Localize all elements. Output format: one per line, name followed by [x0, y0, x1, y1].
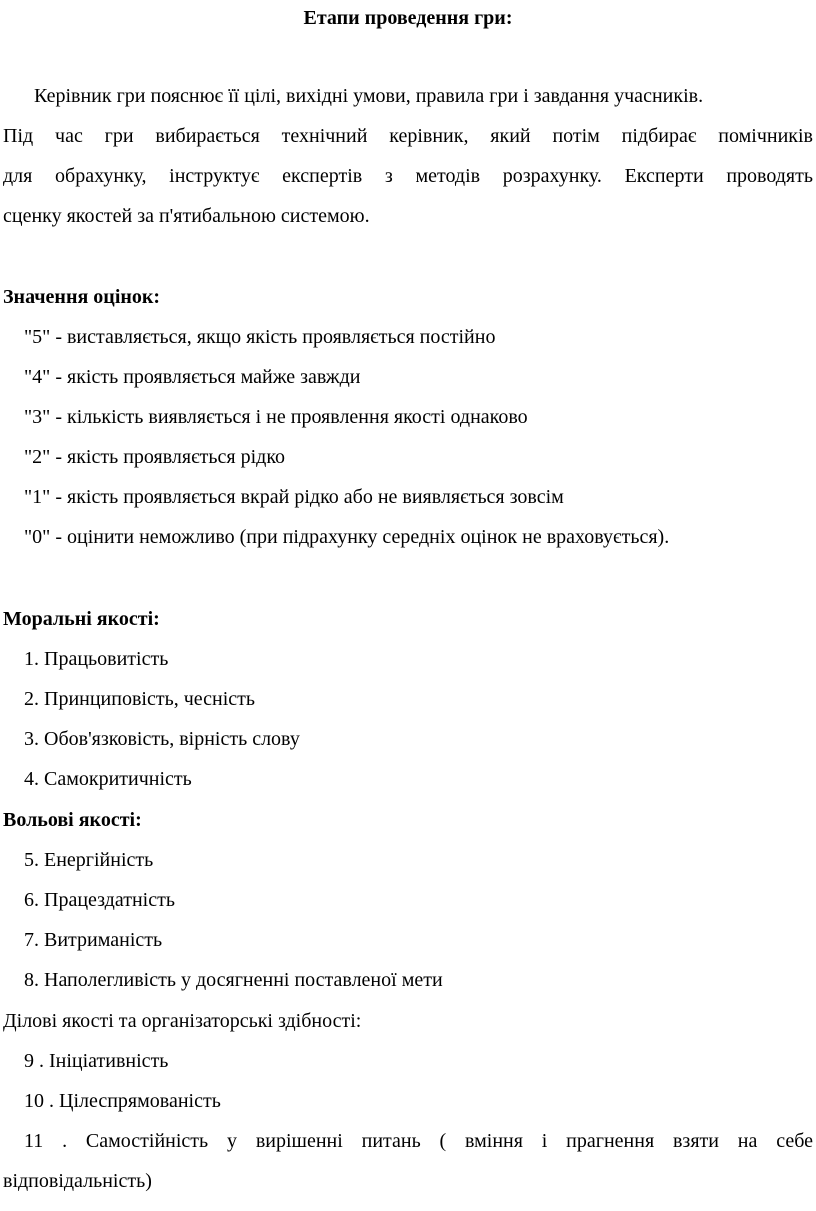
moral-item-1: 1. Працьовитість — [24, 648, 169, 670]
volitional-item-7: 7. Витриманість — [24, 929, 163, 951]
business-item-11-line-1: 11 . Самостійність у вирішенні питань ( вміння і прагнення взяти на себе — [24, 1130, 813, 1152]
business-item-9: 9 . Ініціативність — [24, 1050, 169, 1072]
volitional-item-6: 6. Працездатність — [24, 889, 175, 911]
intro-paragraph-2-line-3: сценку якостей за п'ятибальною системою. — [3, 205, 370, 227]
volitional-item-5: 5. Енергійність — [24, 849, 154, 871]
moral-item-4: 4. Самокритичність — [24, 768, 192, 790]
moral-heading: Моральні якості: — [3, 608, 160, 630]
volitional-item-8: 8. Наполегливість у досягненні поставленої мети — [24, 969, 443, 991]
business-heading: Ділові якості та організаторські здібності: — [3, 1010, 362, 1032]
grades-heading: Значення оцінок: — [3, 286, 161, 308]
grade-item-5: "5" - виставляється, якщо якість проявляється постійно — [24, 326, 496, 348]
grade-item-0: "0" - оцінити неможливо (при підрахунку середніх оцінок не враховується). — [24, 526, 670, 548]
grade-item-1: "1" - якість проявляється вкрай рідко або не виявляється зовсім — [24, 486, 564, 508]
intro-paragraph-1: Керівник гри пояснює її цілі, вихідні умови, правила гри і завдання учасників. — [34, 85, 704, 107]
moral-item-3: 3. Обов'язковість, вірність слову — [24, 728, 300, 750]
page-title: Етапи проведення гри: — [303, 7, 513, 29]
intro-paragraph-2-line-1: Під час гри вибирається технічний керівник, який потім підбирає помічників — [3, 125, 813, 147]
intro-paragraph-2-line-2: для обрахунку, інструктує експертів з методів розрахунку. Експерти проводять — [3, 165, 813, 187]
business-item-10: 10 . Цілеспрямованість — [24, 1090, 221, 1112]
moral-item-2: 2. Принциповість, чесність — [24, 688, 256, 710]
grade-item-3: "3" - кількість виявляється і не проявлення якості однаково — [24, 406, 528, 428]
grade-item-2: "2" - якість проявляється рідко — [24, 446, 286, 468]
business-item-11-line-2: відповідальність) — [3, 1170, 152, 1192]
volitional-heading: Вольові якості: — [3, 809, 142, 831]
grade-item-4: "4" - якість проявляється майже завжди — [24, 366, 361, 388]
